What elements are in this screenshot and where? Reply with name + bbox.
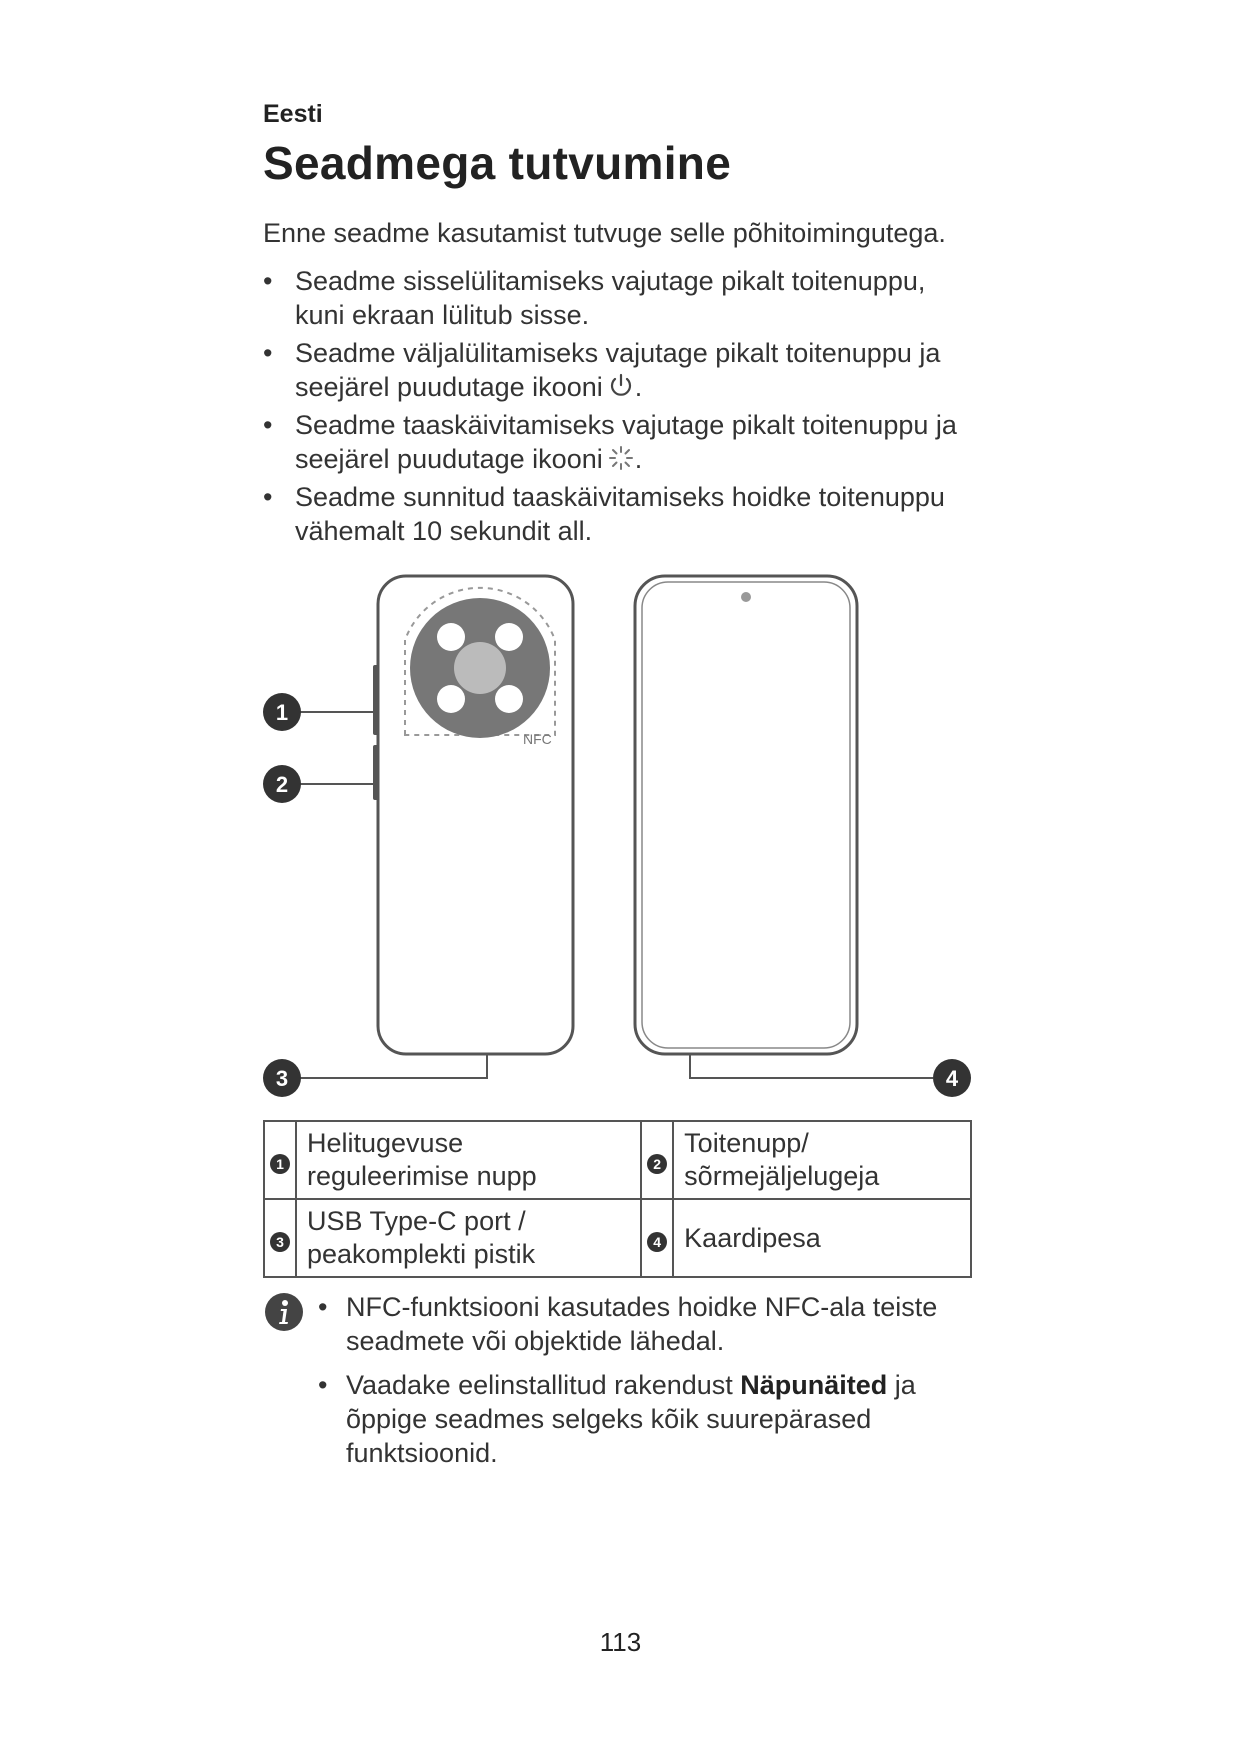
- bullet-line: Seadme sisselülitamiseks vajutage pikalt toitenuppu,: [295, 266, 926, 296]
- part-number: 4: [647, 1232, 667, 1252]
- power-button: [373, 745, 379, 800]
- camera-lens: [495, 685, 523, 713]
- part-label: Toitenupp/ sõrmejäljelugeja: [673, 1121, 971, 1199]
- table-row: [264, 1199, 971, 1277]
- list-item: • Vaadake eelinstallitud rakendust Näpunäited ja õppige seadmes selgeks kõik suurepärased funktsioonid.: [318, 1370, 916, 1468]
- bullet-line: Seadme väljalülitamiseks vajutage pikalt toitenuppu ja: [295, 338, 941, 368]
- camera-lens: [454, 642, 506, 694]
- list-item: • Seadme sunnitud taaskäivitamiseks hoidke toitenuppu vähemalt 10 sekundit all.: [263, 482, 945, 546]
- callout-line-3: [287, 1054, 487, 1078]
- part-number: 3: [270, 1232, 290, 1252]
- camera-lens: [437, 685, 465, 713]
- info-icon: [264, 1292, 304, 1332]
- bullet-line: Seadme taaskäivitamiseks vajutage pikalt toitenuppu ja: [295, 410, 957, 440]
- callout-1: [263, 693, 301, 731]
- front-camera: [741, 592, 751, 602]
- svg-text:1: 1: [275, 700, 289, 725]
- page-title: Seadmega tutvumine: [263, 137, 732, 189]
- list-item: • Seadme sisselülitamiseks vajutage pikalt toitenuppu, kuni ekraan lülitub sisse.: [263, 266, 926, 330]
- language-label: Eesti: [263, 100, 323, 128]
- app-name: Näpunäited: [740, 1370, 888, 1400]
- part-label: Helitugevuse reguleerimise nupp: [296, 1121, 641, 1199]
- part-number: 2: [647, 1154, 667, 1174]
- bullet-line: seejärel puudutage ikooni: [295, 444, 603, 474]
- list-item: • Seadme väljalülitamiseks vajutage pikalt toitenuppu ja seejärel puudutage ikooni .: [263, 338, 941, 402]
- camera-lens: [495, 623, 523, 651]
- bullet-line: Seadme sunnitud taaskäivitamiseks hoidke toitenuppu: [295, 482, 945, 512]
- nfc-label: NFC: [523, 731, 552, 747]
- callout-line-4: [690, 1054, 933, 1078]
- callout-2: [263, 765, 301, 803]
- bullet-suffix: .: [634, 372, 643, 402]
- list-item: • Seadme taaskäivitamiseks vajutage pikalt toitenuppu ja seejärel puudutage ikooni .: [263, 410, 957, 474]
- svg-text:3: 3: [275, 1066, 289, 1091]
- intro-text: Enne seadme kasutamist tutvuge selle põhitoimingutega.: [263, 218, 946, 248]
- list-item: • NFC-funktsiooni kasutades hoidke NFC-ala teiste seadmete või objektide lähedal.: [318, 1292, 938, 1356]
- page-number: 113: [599, 1627, 642, 1657]
- part-label: USB Type-C port / peakomplekti pistik: [296, 1199, 641, 1277]
- camera-lens: [437, 623, 465, 651]
- table-row: [264, 1121, 971, 1199]
- power-icon: [607, 372, 635, 400]
- restart-icon: [607, 444, 635, 472]
- callout-3: [263, 1059, 301, 1097]
- bullet-suffix: .: [634, 444, 643, 474]
- device-diagram: [255, 570, 995, 1110]
- instruction-list: [263, 264, 1003, 552]
- volume-button: [373, 665, 379, 735]
- tips-list: [318, 1290, 998, 1480]
- bullet-line: kuni ekraan lülitub sisse.: [295, 300, 590, 330]
- bullet-line: vähemalt 10 sekundit all.: [295, 516, 593, 546]
- part-label: Kaardipesa: [673, 1199, 971, 1277]
- bullet-line: seejärel puudutage ikooni: [295, 372, 603, 402]
- svg-text:2: 2: [275, 772, 289, 797]
- phone-front: [635, 576, 857, 1054]
- svg-text:4: 4: [945, 1066, 959, 1091]
- part-number: 1: [270, 1154, 290, 1174]
- parts-table: [263, 1120, 972, 1278]
- callout-4: [933, 1059, 971, 1097]
